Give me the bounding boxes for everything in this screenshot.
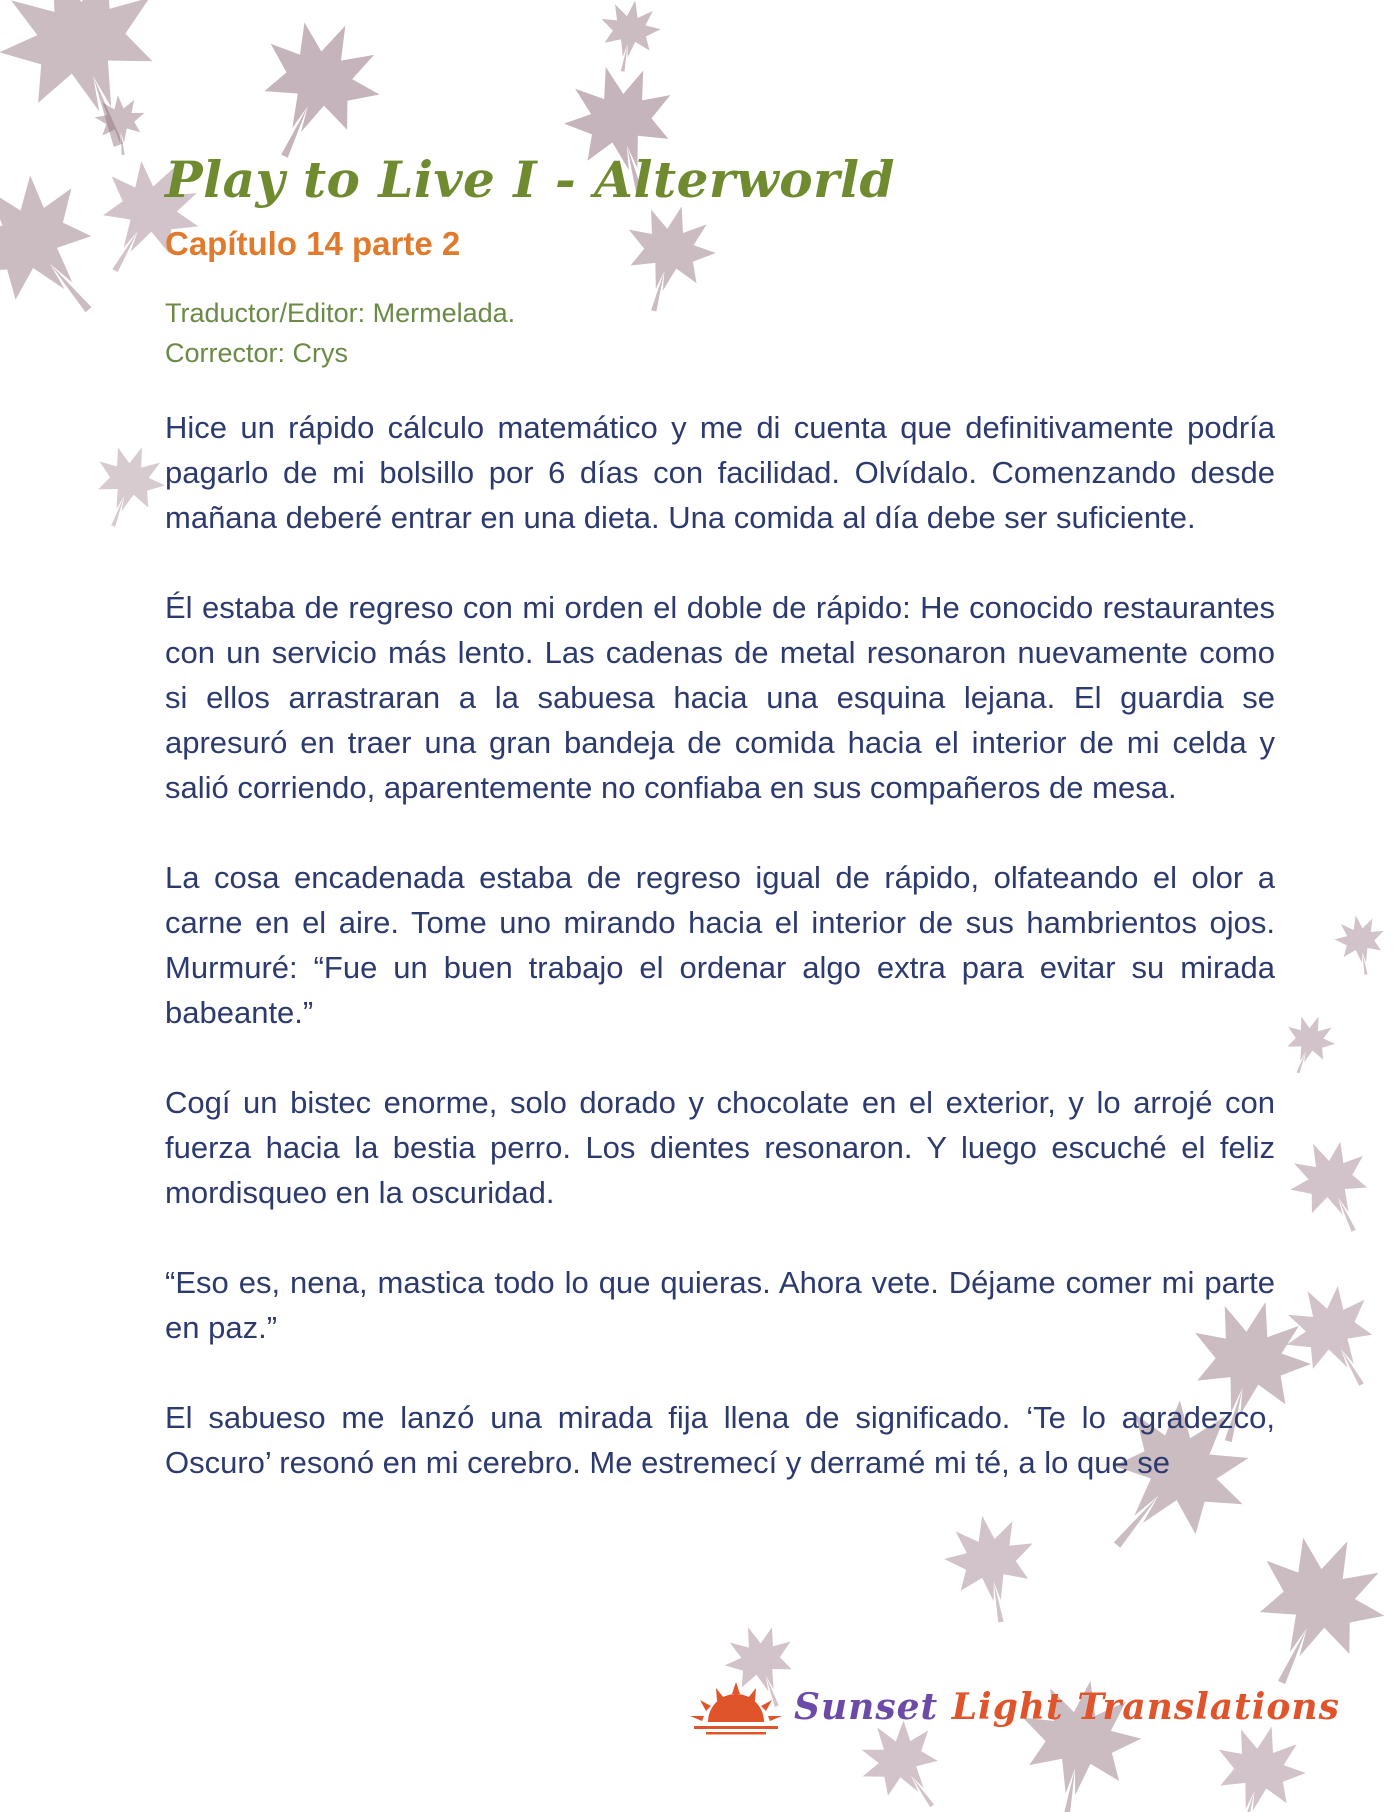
logo-word-sunset: Sunset (794, 1686, 939, 1728)
sunset-icon (686, 1678, 786, 1738)
leaf-icon (1275, 1008, 1343, 1081)
credits (165, 293, 1275, 373)
leaf-icon (593, 0, 665, 77)
proofreader-credit: Corrector: Crys (165, 338, 349, 368)
logo-word-light-translations: Light Translations (951, 1686, 1340, 1728)
logo-text (794, 1686, 1340, 1728)
book-title: Play to Live I - Alterworld (165, 150, 895, 209)
leaf-icon (0, 0, 193, 173)
footer-logo (686, 1678, 1340, 1742)
translator-credit: Traductor/Editor: Mermelada. (165, 298, 516, 328)
paragraph: Hice un rápido cálculo matemático y me di cuenta que definitivamente podría pagarlo de mi bolsillo por 6 días con facilidad. Olvídalo. Comenzando desde mañana deberé entrar en una dieta. Una comida al día debe ser suficiente. (165, 410, 1275, 535)
paragraph: Cogí un bistec enorme, solo dorado y chocolate en el exterior, y lo arrojé con fuerza hacia la bestia perro. Los dientes resonaron. Y luego escuché el feliz mordisqueo en la oscuridad. (165, 1085, 1275, 1210)
leaf-icon (80, 435, 175, 538)
paragraph: La cosa encadenada estaba de regreso igual de rápido, olfateando el olor a carne en el aire. Tome uno mirando hacia el interior de sus hambrientos ojos. Murmuré: “Fue un buen trabajo el ordenar algo extra para evitar su mirada babeante.” (165, 860, 1275, 1030)
paragraph: El sabueso me lanzó una mirada fija llena de significado. ‘Te lo agradezco, Oscuro’ resonó en mi cerebro. Me estremecí y derramé mi té, a lo que se (165, 1400, 1275, 1480)
leaf-icon (1331, 911, 1391, 979)
chapter-heading: Capítulo 14 parte 2 (165, 225, 461, 262)
document-page (165, 150, 1275, 1530)
leaf-icon (1277, 1127, 1390, 1248)
paragraph: “Eso es, nena, mastica todo lo que quieras. Ahora vete. Déjame comer mi parte en paz.” (165, 1265, 1275, 1345)
leaf-icon (0, 148, 138, 351)
paragraph: Él estaba de regreso con mi orden el doble de rápido: He conocido restaurantes con un servicio más lento. Las cadenas de metal resonaron nuevamente como si ellos arrastraran a la sabuesa hacia una esquina lejana. El guardia se apresuró en traer una gran bandeja de comida hacia el interior de mi celda y salió corriendo, aparentemente no confiaba en sus compañeros de mesa. (165, 590, 1275, 805)
